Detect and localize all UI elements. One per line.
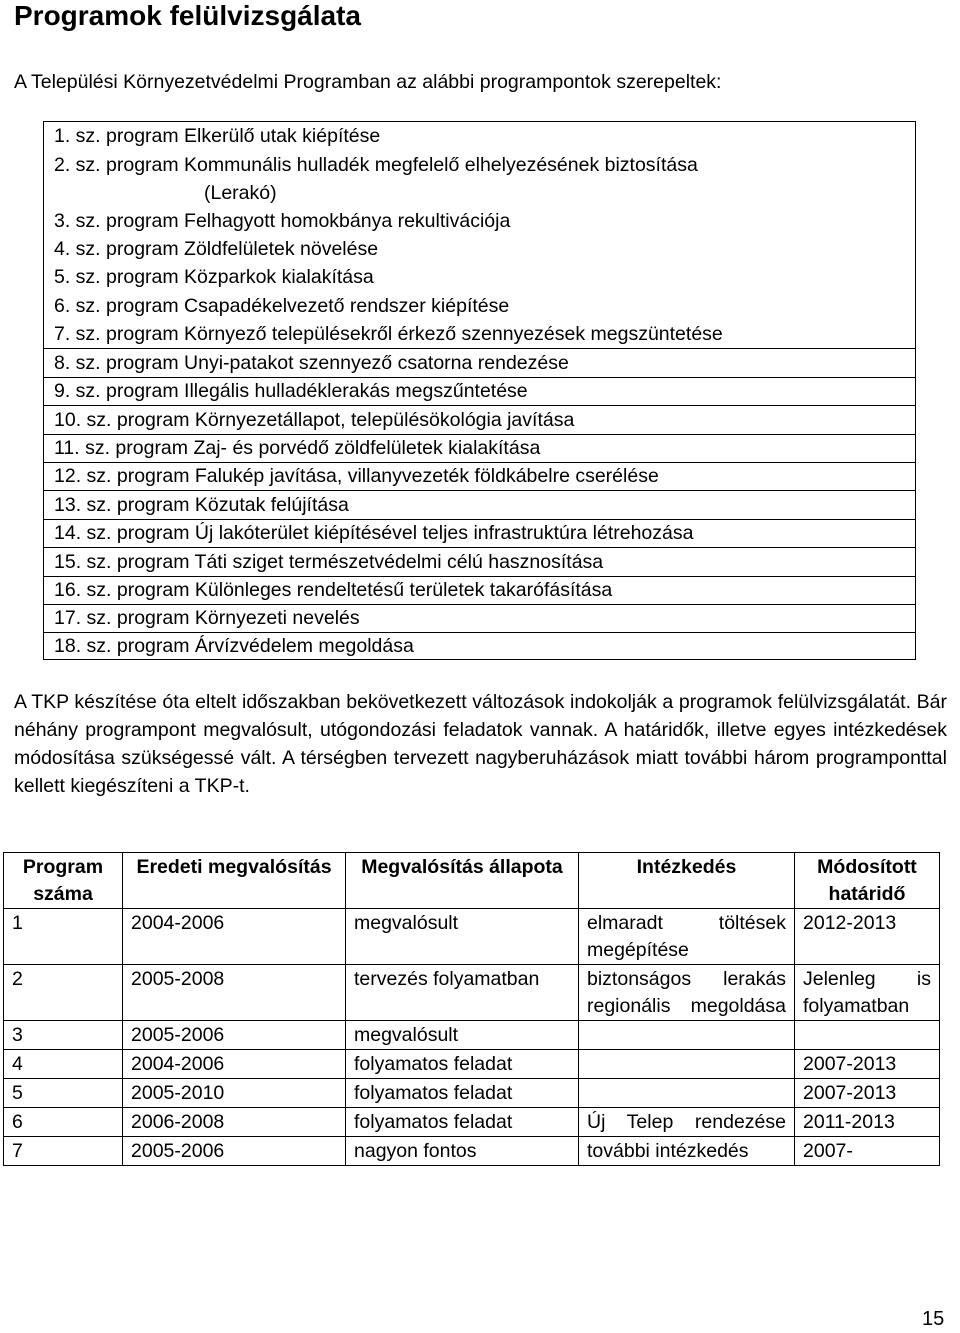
cell-original-period: 2005-2010 — [123, 1079, 346, 1108]
program-list-item: 8. sz. program Unyi-patakot szennyező csatorna rendezése — [44, 349, 915, 378]
cell-revised-deadline: 2007-2013 — [795, 1079, 940, 1108]
cell-status: nagyon fontos — [346, 1137, 579, 1166]
table-row — [4, 909, 940, 965]
page-number: 15 — [922, 1308, 945, 1330]
program-list-item: 16. sz. program Különleges rendeltetésű területek takarófásítása — [44, 576, 915, 605]
cell-measure: biztonságos lerakás regionális megoldása — [579, 965, 795, 1021]
program-list-item: 2. sz. program Kommunális hulladék megfelelő elhelyezésének biztosítása — [54, 154, 698, 176]
program-list-item: 15. sz. program Táti sziget természetvédelmi célú hasznosítása — [44, 548, 915, 577]
cell-status: folyamatos feladat — [346, 1079, 579, 1108]
program-list-item: 5. sz. program Közparkok kialakítása — [54, 266, 374, 288]
cell-revised-deadline: 2011-2013 — [795, 1108, 940, 1137]
cell-measure — [579, 1079, 795, 1108]
cell-program-number: 6 — [4, 1108, 123, 1137]
cell-program-number: 1 — [4, 909, 123, 965]
program-list-item: 4. sz. program Zöldfelületek növelése — [54, 238, 379, 260]
cell-revised-deadline: 2007- — [795, 1137, 940, 1166]
program-list-item: 17. sz. program Környezeti nevelés — [44, 604, 915, 633]
program-list-item: 11. sz. program Zaj- és porvédő zöldfelületek kialakítása — [44, 434, 915, 463]
cell-revised-deadline: 2007-2013 — [795, 1050, 940, 1079]
cell-measure: Új Telep rendezése — [579, 1108, 795, 1137]
intro-text: A Települési Környezetvédelmi Programban az alábbi programpontok szerepeltek: — [14, 71, 722, 93]
cell-measure: elmaradt töltések megépítése — [579, 909, 795, 965]
cell-program-number: 4 — [4, 1050, 123, 1079]
table-row — [4, 1108, 940, 1137]
cell-program-number: 2 — [4, 965, 123, 1021]
table-header-row — [4, 853, 940, 909]
cell-original-period: 2004-2006 — [123, 1050, 346, 1079]
cell-program-number: 5 — [4, 1079, 123, 1108]
cell-program-number: 7 — [4, 1137, 123, 1166]
header-original-period: Eredeti megvalósítás — [123, 853, 346, 909]
program-list-item: 3. sz. program Felhagyott homokbánya rekultivációja — [54, 210, 511, 232]
header-program-number: Program száma — [4, 853, 123, 909]
program-list-item: 13. sz. program Közutak felújítása — [44, 491, 915, 520]
cell-original-period: 2005-2008 — [123, 965, 346, 1021]
cell-status: folyamatos feladat — [346, 1050, 579, 1079]
table-row — [4, 1050, 940, 1079]
program-list-item: 18. sz. program Árvízvédelem megoldása — [54, 635, 414, 657]
program-list-item: 9. sz. program Illegális hulladéklerakás megszűntetése — [44, 377, 915, 406]
cell-measure: további intézkedés — [579, 1137, 795, 1166]
cell-status: folyamatos feladat — [346, 1108, 579, 1137]
table-row — [4, 1021, 940, 1050]
review-paragraph: A TKP készítése óta eltelt időszakban bekövetkezett változások indokolják a programok felülvizsgálatát. Bár néhány programpont megvalósult, utógondozási feladatok vannak. A határidők, illetve egyes intézkedések módosítása szükségessé vált. A térségben tervezett nagyberuházások miatt további három programponttal kellett kiegészíteni a TKP-t. — [14, 691, 947, 797]
table-row — [4, 1079, 940, 1108]
program-list-item: 14. sz. program Új lakóterület kiépítésével teljes infrastruktúra létrehozása — [44, 519, 915, 548]
header-revised-deadline: Módosított határidő — [795, 853, 940, 909]
cell-revised-deadline — [795, 1021, 940, 1050]
cell-revised-deadline: Jelenleg is folyamatban — [795, 965, 940, 1021]
cell-status: megvalósult — [346, 1021, 579, 1050]
program-review-table — [3, 852, 940, 1166]
cell-measure — [579, 1021, 795, 1050]
program-list-box — [43, 121, 916, 660]
page-title: Programok felülvizsgálata — [14, 0, 362, 31]
program-list-item: 10. sz. program Környezetállapot, településökológia javítása — [44, 406, 915, 435]
cell-original-period: 2005-2006 — [123, 1021, 346, 1050]
cell-program-number: 3 — [4, 1021, 123, 1050]
cell-status: tervezés folyamatban — [346, 965, 579, 1021]
program-list-item: 7. sz. program Környező településekről érkező szennyezések megszüntetése — [44, 320, 915, 349]
cell-revised-deadline: 2012-2013 — [795, 909, 940, 965]
program-list-item: 6. sz. program Csapadékelvezető rendszer kiépítése — [54, 295, 510, 317]
header-status: Megvalósítás állapota — [346, 853, 579, 909]
table-row — [4, 1137, 940, 1166]
cell-original-period: 2006-2008 — [123, 1108, 346, 1137]
cell-original-period: 2005-2006 — [123, 1137, 346, 1166]
program-list-item-continuation: (Lerakó) — [204, 182, 277, 204]
header-measure: Intézkedés — [579, 853, 795, 909]
program-list-item: 1. sz. program Elkerülő utak kiépítése — [54, 125, 381, 147]
program-list-item: 12. sz. program Falukép javítása, villanyvezeték földkábelre cserélése — [44, 462, 915, 491]
cell-measure — [579, 1050, 795, 1079]
cell-status: megvalósult — [346, 909, 579, 965]
cell-original-period: 2004-2006 — [123, 909, 346, 965]
table-row — [4, 965, 940, 1021]
